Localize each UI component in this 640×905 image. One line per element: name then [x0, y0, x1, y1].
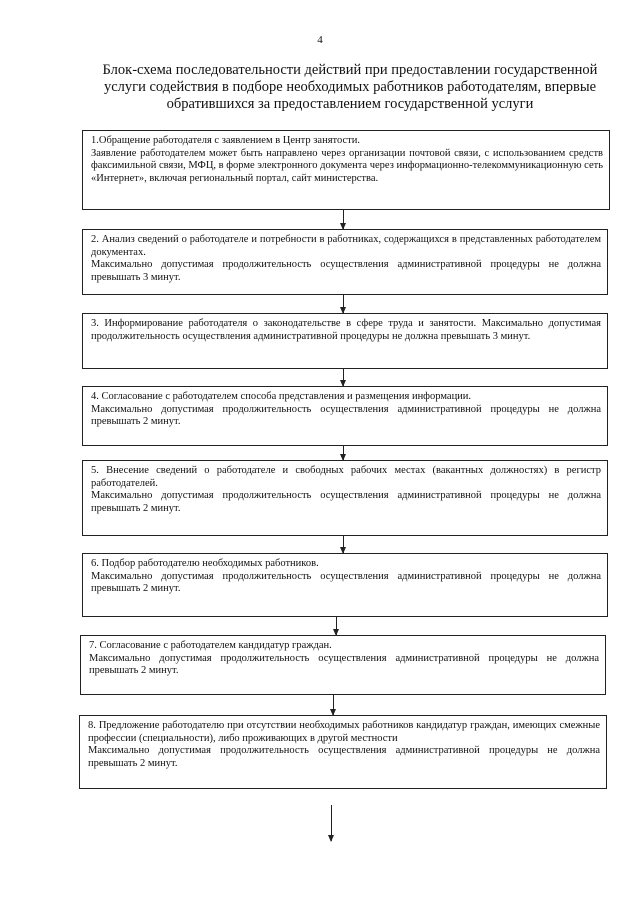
- flowchart-step-8: [79, 715, 607, 789]
- arrow-2-to-3: [343, 295, 344, 313]
- page-number: 4: [317, 34, 323, 46]
- step-2-heading: 2. Анализ сведений о работодателе и потребности в работниках, содержащихся в представленных работодателем документах.: [91, 234, 601, 258]
- flowchart-step-2: [82, 229, 608, 295]
- arrow-8-to-next: [331, 805, 332, 841]
- arrow-4-to-5: [343, 446, 344, 460]
- step-4-text: Максимально допустимая продолжительность осуществления административной процедуры не должна превышать 2 минут.: [91, 403, 601, 427]
- step-6-heading: 6. Подбор работодателю необходимых работников.: [91, 558, 319, 569]
- step-5-text: Максимально допустимая продолжительность осуществления административной процедуры не должна превышать 2 минут.: [91, 490, 601, 514]
- flowchart-step-6: [82, 553, 608, 617]
- step-8-text: Максимально допустимая продолжительность осуществления административной процедуры не должна превышать 2 минут.: [88, 745, 600, 769]
- arrow-3-to-4: [343, 369, 344, 386]
- arrow-1-to-2: [343, 210, 344, 229]
- step-1-text: Заявление работодателем может быть направлено через организации почтовой связи, с использованием средств факсимильной связи, МФЦ, в форме электронного документа через информационно-телекоммуникационную сеть «Интернет», включая региональный портал, сайт министерства.: [91, 147, 603, 184]
- flowchart-step-7: [80, 635, 606, 695]
- arrow-7-to-8: [333, 695, 334, 715]
- step-8-heading: 8. Предложение работодателю при отсутствии необходимых работников кандидатур граждан, имеющих смежные профессии (специальности), либо проживающих в другой местности: [88, 720, 600, 744]
- step-3-heading: 3. Информирование работодателя о законодательстве в сфере труда и занятости. Максимально допустимая продолжительность осуществления административной процедуры не должна превышать 3 минут.: [91, 318, 601, 342]
- step-5-heading: 5. Внесение сведений о работодателе и свободных рабочих местах (вакантных должностях) в регистр работодателей.: [91, 465, 601, 489]
- step-4-heading: 4. Согласование с работодателем способа представления и размещения информации.: [91, 391, 472, 402]
- arrow-5-to-6: [343, 536, 344, 553]
- arrow-6-to-7: [336, 617, 337, 635]
- step-7-heading: 7. Согласование с работодателем кандидатур граждан.: [89, 640, 332, 651]
- step-7-text: Максимально допустимая продолжительность осуществления административной процедуры не должна превышать 2 минут.: [89, 652, 599, 676]
- flowchart-step-5: [82, 460, 608, 536]
- flowchart-title: Блок-схема последовательности действий при предоставлении государственной услуги содействия в подборе необходимых работников работодателям, впервые обратившихся за предоставлением государственной услуги: [102, 62, 598, 112]
- flowchart-step-3: [82, 313, 608, 369]
- flowchart-step-1: [82, 130, 610, 210]
- flowchart-step-4: [82, 386, 608, 446]
- step-1-heading: Обращение работодателя с заявлением в Центр занятости.: [98, 135, 360, 146]
- step-6-text: Максимально допустимая продолжительность осуществления административной процедуры не должна превышать 2 минут.: [91, 570, 601, 594]
- step-1-number: 1.: [91, 135, 99, 146]
- step-2-text: Максимально допустимая продолжительность осуществления административной процедуры не должна превышать 3 минут.: [91, 259, 601, 283]
- step-1-heading-line: [91, 135, 603, 148]
